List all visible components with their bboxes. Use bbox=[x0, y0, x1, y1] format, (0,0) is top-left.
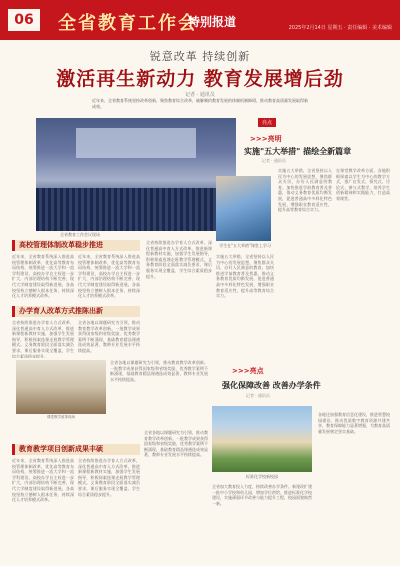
student-photo-caption: 学生在"五大举措"课堂上学习 bbox=[219, 243, 271, 248]
campus-photo bbox=[212, 406, 312, 472]
article-column: 全省持续推进办学育人方式改革，深化普通高中育人方式改革，推进新课程新教材实施，加强学生发展指导，积极探索选课走班教学管理模式。义务教育阶段全面落实减负要求，课后服务实现全覆盖，学生综合素质稳步提升。 bbox=[78, 458, 140, 497]
special-label: 特别报道 bbox=[188, 15, 237, 29]
article-column: 全省各地以课题研究为引领，推动教育教学改革创新。一批教学成果获得国家级和省级奖励，优秀教学案例不断涌现，基础教育精品课遴选成效显著，教师专业发展水平持续提高。 bbox=[144, 430, 208, 458]
headline: 激活再生新动力 教育发展增后劲 bbox=[56, 68, 344, 90]
section-byline: 记者 · 通讯员 bbox=[246, 393, 270, 398]
section-title: 全省教育工作会 bbox=[58, 13, 198, 34]
classroom-caption: 课堂教学改革现场 bbox=[47, 415, 75, 419]
page-number: 06 bbox=[8, 9, 40, 31]
issue-meta: 2025年2月14日 星期五 · 责任编辑 · 美术编辑 bbox=[288, 25, 392, 31]
campus-caption: 标准化学校新校园 bbox=[246, 474, 278, 479]
article-column: 全省各地以课题研究为引领，推动教育教学改革创新。一批教学成果获得国家级和省级奖励，优秀教学案例不断涌现，基础教育精品课遴选成效显著，教师专业发展水平持续提高。 bbox=[110, 360, 208, 382]
conference-photo bbox=[36, 118, 236, 231]
article-column: 实施五大举措，全省坚持以人民为中心的发展思想，聚焦群众关切，办好人民满意的教育。加快推进学前教育普及普惠，推动义务教育优质均衡发展，促进普通高中多样化特色发展，增强职业教育适应性，提升高等教育综合实力。 bbox=[278, 168, 332, 213]
intro-text: 近年来，全省教育系统坚持改革创新，聚焦教育综合改革，破解制约教育发展的体制机制障碍，推动教育高质量发展取得新成效。 bbox=[92, 98, 308, 109]
heading-teaching-results: 教育教学项目创新成果丰硕 bbox=[12, 444, 140, 455]
article-column: 各地还加强教育信息化建设，推进智慧校园建设，推动优质数字教育资源共建共享，教育保障能力显著增强，为教育高质量发展奠定坚实基础。 bbox=[318, 412, 390, 434]
article-column: 近年来，全省教育系统深入推进高校管理体制改革，优化高等教育布局结构，统筹推进一流大学和一流学科建设，高校办学自主权进一步扩大，内部治理结构不断完善，现代大学制度建设取得新进展。各高校坚持立德树人根本任务，持续深化人才培养模式改革。 bbox=[12, 254, 74, 299]
kicker: 锐意改革 持续创新 bbox=[149, 50, 251, 63]
article-column: 全省持续推进办学育人方式改革，深化普通高中育人方式改革，推进新课程新教材实施，加强学生发展指导，积极探索选课走班教学管理模式。义务教育阶段全面落实减负要求，课后服务实现全覆盖，学生综合素质稳步提升。 bbox=[12, 320, 74, 358]
section-tag: >>>亮点 bbox=[232, 367, 264, 375]
article-column: 近年来，全省教育系统深入推进高校管理体制改革，优化高等教育布局结构，统筹推进一流大学和一流学科建设，高校办学自主权进一步扩大，内部治理结构不断完善，现代大学制度建设取得新进展。各高校坚持立德树人根本任务，持续深化人才培养模式改革。 bbox=[12, 458, 74, 503]
student-photo bbox=[216, 176, 271, 241]
section-tag: >>>亮明 bbox=[250, 135, 282, 143]
section-byline: 记者 · 通讯员 bbox=[262, 158, 286, 163]
highlight-badge: 亮点 bbox=[258, 118, 276, 127]
stage-shape bbox=[76, 128, 196, 158]
heading-education-mode: 办学育人改革方式推陈出新 bbox=[12, 306, 140, 317]
heading-university-reform: 高校管理体制改革稳步推进 bbox=[12, 240, 140, 251]
classroom-photo bbox=[16, 360, 106, 414]
main-photo-caption: 全省教育工作会议现场 bbox=[60, 232, 100, 237]
article-column: 在课堂教学改革方面，各地积极探索以学生为中心的教学方式，推广启发式、探究式、讨论式、参与式教学，培养学生创新精神和实践能力，打造高效课堂。 bbox=[336, 168, 390, 201]
article-column: 全省加大教育投入力度，持续改善办学条件。新建改扩建一批中小学校和幼儿园，增加学位供给，推进标准化学校建设，实施薄弱环节改善与能力提升工程，校园面貌焕然一新。 bbox=[212, 484, 312, 506]
page-header bbox=[0, 0, 400, 40]
section-title-conditions: 强化保障改善 改善办学条件 bbox=[222, 381, 321, 390]
byline: 记者 · 通讯员 bbox=[185, 92, 215, 98]
article-column: 全省各地以课题研究为引领，推动教育教学改革创新。一批教学成果获得国家级和省级奖励，优秀教学案例不断涌现，基础教育精品课遴选成效显著，教师专业发展水平持续提高。 bbox=[78, 320, 140, 353]
section-title-five-measures: 实施"五大举措" 描绘全新篇章 bbox=[244, 147, 352, 156]
article-column: 全省持续推进办学育人方式改革，深化普通高中育人方式改革，推进新课程新教材实施，加强学生发展指导，积极探索选课走班教学管理模式。义务教育阶段全面落实减负要求，课后服务实现全覆盖，学生综合素质稳步提升。 bbox=[146, 240, 212, 279]
audience-shape bbox=[36, 188, 236, 231]
article-column: 近年来，全省教育系统深入推进高校管理体制改革，优化高等教育布局结构，统筹推进一流大学和一流学科建设，高校办学自主权进一步扩大，内部治理结构不断完善，现代大学制度建设取得新进展。各高校坚持立德树人根本任务，持续深化人才培养模式改革。 bbox=[78, 254, 140, 299]
article-column: 实施五大举措，全省坚持以人民为中心的发展思想，聚焦群众关切，办好人民满意的教育。加快推进学前教育普及普惠，推动义务教育优质均衡发展，促进普通高中多样化特色发展，增强职业教育适应性，提升高等教育综合实力。 bbox=[216, 254, 274, 299]
